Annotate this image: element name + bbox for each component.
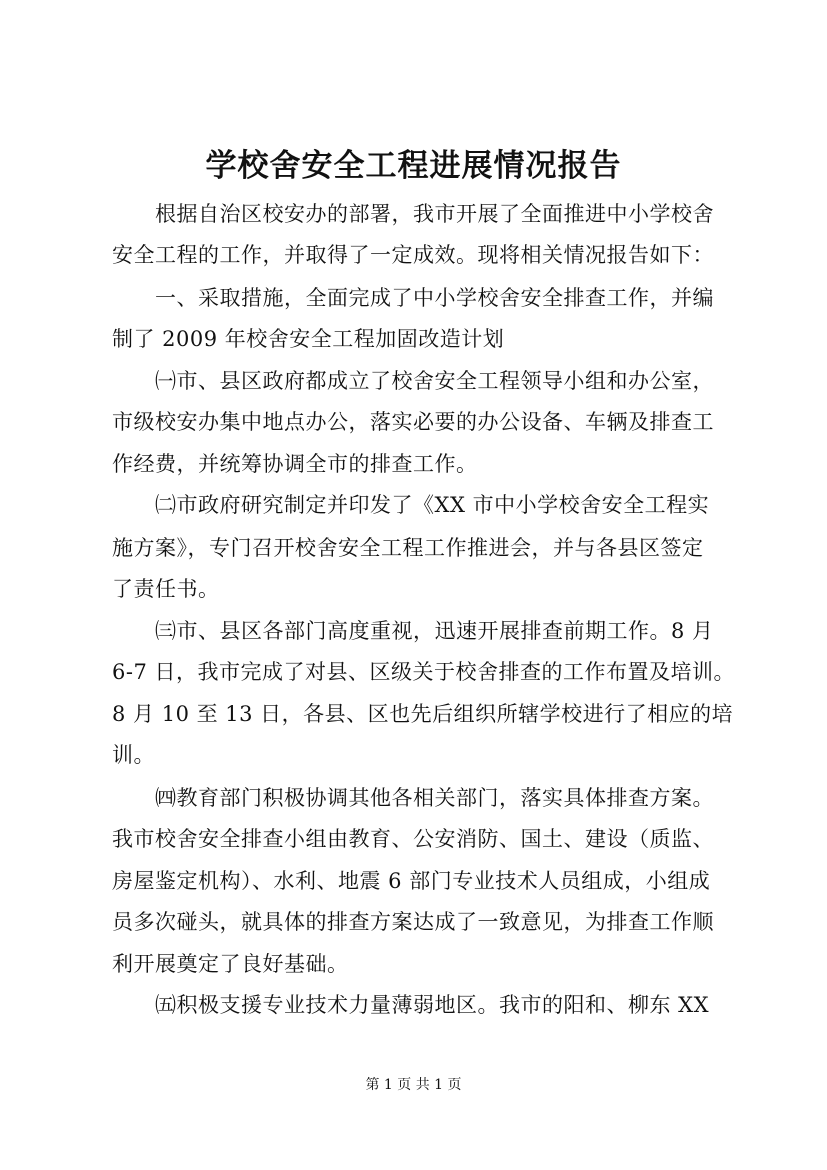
body-line: ㈣教育部门积极协调其他各相关部门，落实具体排查方案。 (112, 786, 714, 810)
body-line: 6-7 日，我市完成了对县、区级关于校舍排查的工作布置及培训。 (112, 660, 735, 684)
body-line: 利开展奠定了良好基础。 (112, 952, 349, 976)
body-line: 施方案》，专门召开校舍安全工程工作推进会，并与各县区签定 (112, 536, 704, 560)
body-line: 市级校安办集中地点办公，落实必要的办公设备、车辆及排查工 (112, 410, 714, 434)
body-line: 训。 (112, 743, 155, 767)
page-footer: 第 1 页 共 1 页 (365, 1077, 462, 1093)
body-line: 房屋鉴定机构）、水利、地震 6 部门专业技术人员组成，小组成 (112, 869, 711, 893)
body-line: ㈡市政府研究制定并印发了《XX 市中小学校舍安全工程实 (112, 493, 710, 517)
body-line: 我市校舍安全排查小组由教育、公安消防、国土、建设（质监、 (112, 827, 714, 851)
body-line: ㈢市、县区各部门高度重视，迅速开展排查前期工作。8 月 (112, 619, 714, 643)
body-line: 8 月 10 至 13 日，各县、区也先后组织所辖学校进行了相应的培 (112, 702, 734, 726)
body-line: 作经费，并统筹协调全市的排查工作。 (112, 452, 478, 476)
body-line: 一、采取措施，全面完成了中小学校舍安全排查工作，并编 (112, 286, 714, 310)
body-line: 安全工程的工作，并取得了一定成效。现将相关情况报告如下： (112, 243, 714, 267)
body-line: 根据自治区校安办的部署，我市开展了全面推进中小学校舍 (112, 202, 714, 226)
body-line: 员多次碰头，就具体的排查方案达成了一致意见，为排查工作顺 (112, 910, 714, 934)
body-line: ㈤积极支援专业技术力量薄弱地区。我市的阳和、柳东 XX (112, 993, 710, 1017)
body-line: 了责任书。 (112, 577, 220, 601)
body-line: 制了 2009 年校舍安全工程加固改造计划 (112, 327, 505, 351)
body-line: ㈠市、县区政府都成立了校舍安全工程领导小组和办公室， (112, 369, 714, 393)
document-title: 学校舍安全工程进展情况报告 (205, 148, 622, 184)
